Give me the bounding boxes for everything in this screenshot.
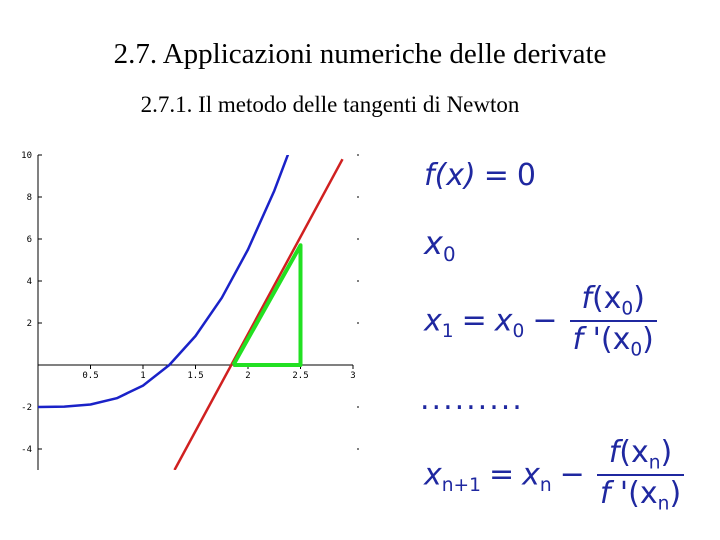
y-tick-label: -4 [21,445,32,455]
formula-initial-guess: $x_0$ [424,224,456,266]
x-tick-label: 1.5 [187,371,204,381]
x-tick-label: 1 [140,371,146,381]
y-tick-label: 2 [26,319,32,329]
x-tick-label: 2 [245,371,251,381]
x-tick-label: 3 [350,371,356,381]
y-tick-label: 4 [26,277,32,287]
formula-first-iteration: $x_1 = x_0$ − $\frac{f(x_0)}{f '(x_0)}$ [424,282,657,362]
fraction-fn-over-fprimen: $\frac{f(x_n)}{f '(x_n)}$ [597,436,684,516]
section-subtitle: 2.7.1. Il metodo delle tangenti di Newton [140,92,520,117]
x-tick-label: 0.5 [82,371,99,381]
formula-general-iteration: $x_{n+1} = x_n$ − $\frac{f(x_n)}{f '(x_n)}$ [424,436,684,516]
y-tick-label: 6 [26,235,32,245]
y-tick-label: 10 [21,151,32,161]
formula-ellipsis: ......... [420,382,524,417]
x-tick-label: 2.5 [292,371,309,381]
tangent-line [175,159,343,470]
fraction-f-over-fprime: $\frac{f(x_0)}{f '(x_0)}$ [570,282,657,362]
slope-triangle [233,245,300,365]
formula-equation-zero: f(x) = 0 [424,158,536,193]
newton-method-plot [0,140,370,480]
page-title: 2.7. Applicazioni numeriche delle derivate [113,38,607,70]
y-tick-label: 8 [26,193,32,203]
y-tick-label: -2 [21,403,32,413]
